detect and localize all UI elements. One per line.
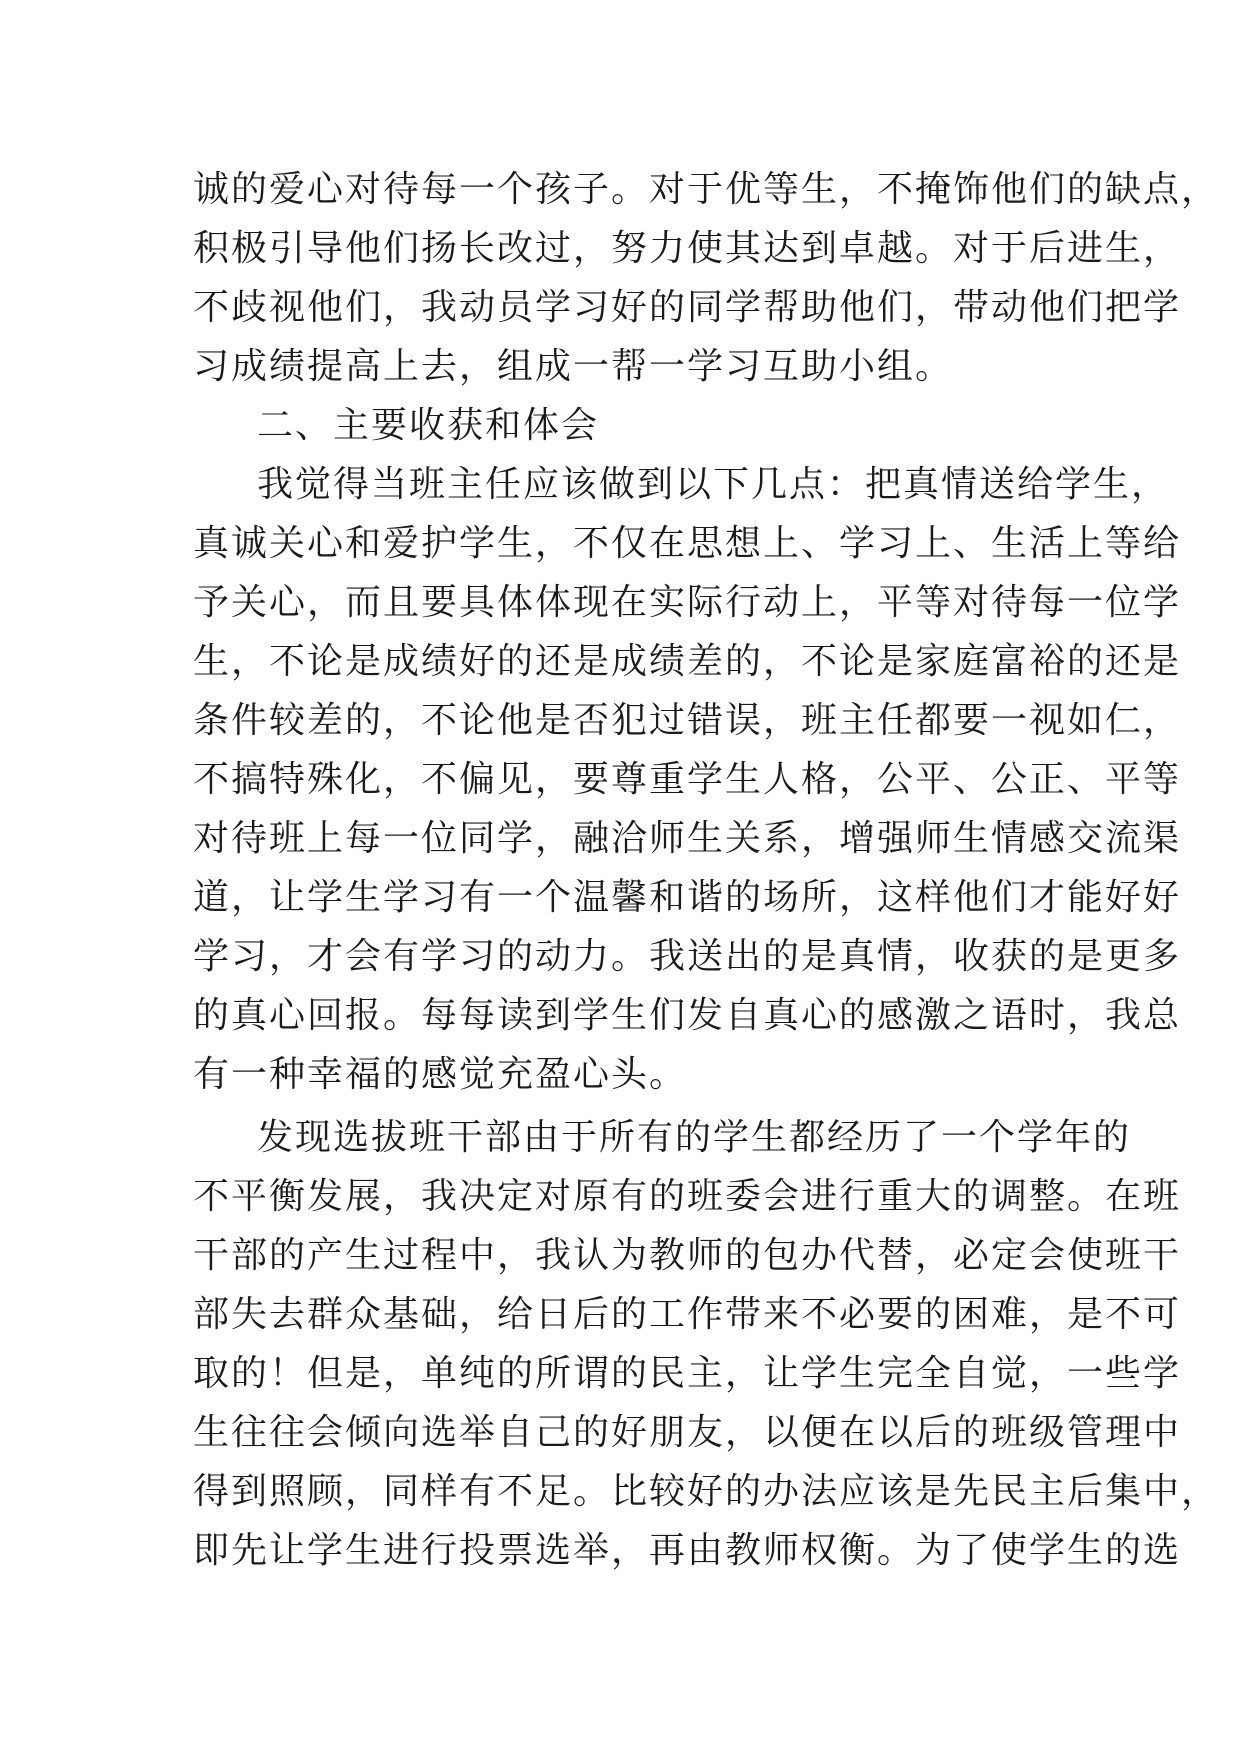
text-line: 生，不论是成绩好的还是成绩差的，不论是家庭富裕的还是 bbox=[193, 641, 1182, 682]
paragraph bbox=[193, 160, 1220, 396]
text-line: 积极引导他们扬长改过，努力使其达到卓越。对于后进生， bbox=[193, 228, 1182, 269]
text-line: 学习，才会有学习的动力。我送出的是真情，收获的是更多 bbox=[193, 936, 1182, 977]
text-line: 得到照顾，同样有不足。比较好的办法应该是先民主后集中， bbox=[193, 1471, 1220, 1512]
section-heading bbox=[193, 396, 1073, 455]
text-line: 道，让学生学习有一个温馨和谐的场所，这样他们才能好好 bbox=[193, 877, 1182, 918]
text-line: 取的！但是，单纯的所谓的民主，让学生完全自觉，一些学 bbox=[193, 1353, 1182, 1394]
paragraph bbox=[193, 455, 1182, 1104]
text-line: 习成绩提高上去，组成一帮一学习互助小组。 bbox=[193, 346, 954, 387]
text-line: 诚的爱心对待每一个孩子。对于优等生，不掩饰他们的缺点， bbox=[193, 169, 1220, 210]
document-body bbox=[193, 160, 1220, 1580]
text-line: 不搞特殊化，不偏见，要尊重学生人格，公平、公正、平等 bbox=[193, 759, 1182, 800]
text-line: 予关心，而且要具体体现在实际行动上，平等对待每一位学 bbox=[193, 582, 1182, 623]
text-line: 条件较差的，不论他是否犯过错误，班主任都要一视如仁， bbox=[193, 700, 1182, 741]
text-line: 生往往会倾向选举自己的好朋友，以便在以后的班级管理中 bbox=[193, 1412, 1182, 1453]
text-line: 有一种幸福的感觉充盈心头。 bbox=[193, 1054, 688, 1095]
text-line: 真诚关心和爱护学生，不仅在思想上、学习上、生活上等给 bbox=[193, 523, 1182, 564]
text-line: 不歧视他们，我动员学习好的同学帮助他们，带动他们把学 bbox=[193, 287, 1182, 328]
text-line: 干部的产生过程中，我认为教师的包办代替，必定会使班干 bbox=[193, 1235, 1182, 1276]
text-line: 即先让学生进行投票选举，再由教师权衡。为了使学生的选 bbox=[193, 1530, 1182, 1571]
text-line: 二、主要收获和体会 bbox=[257, 405, 600, 446]
text-line: 发现选拔班干部由于所有的学生都经历了一个学年的 bbox=[257, 1117, 1132, 1158]
text-line: 部失去群众基础，给日后的工作带来不必要的困难，是不可 bbox=[193, 1294, 1182, 1335]
text-line: 不平衡发展，我决定对原有的班委会进行重大的调整。在班 bbox=[193, 1176, 1182, 1217]
paragraph bbox=[193, 1108, 1220, 1580]
text-line: 我觉得当班主任应该做到以下几点：把真情送给学生， bbox=[257, 464, 1170, 505]
text-line: 的真心回报。每每读到学生们发自真心的感激之语时，我总 bbox=[193, 995, 1182, 1036]
text-line: 对待班上每一位同学，融洽师生关系，增强师生情感交流渠 bbox=[193, 818, 1182, 859]
